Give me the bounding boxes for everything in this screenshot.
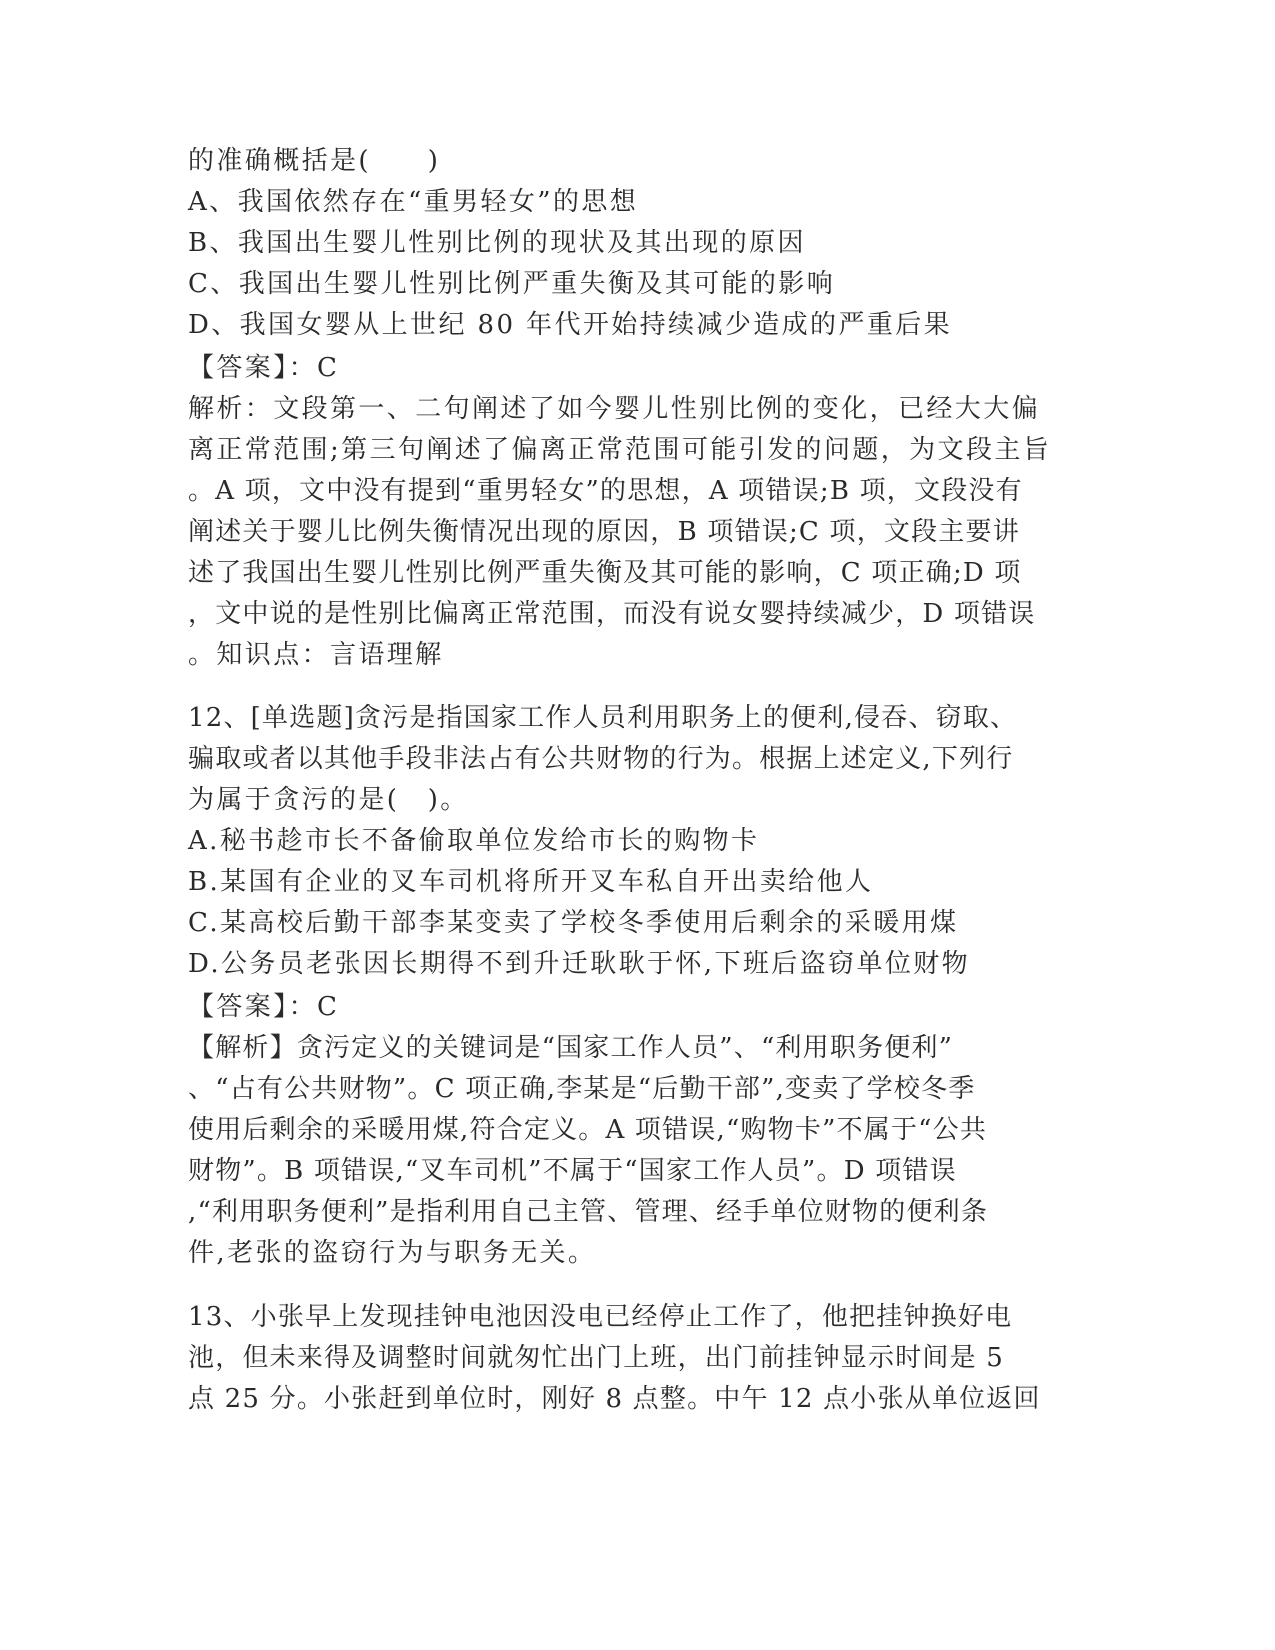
q12-analysis-line: 使用后剩余的采暖用煤,符合定义。A 项错误,“购物卡”不属于“公共 [188, 1115, 988, 1145]
q11-analysis-line: 阐述关于婴儿比例失衡情况出现的原因，B 项错误;C 项，文段主要讲 [188, 517, 1020, 547]
q12-stem-line: 12、[单选题]贪污是指国家工作人员利用职务上的便利,侵吞、窃取、 [188, 703, 1018, 733]
q12-analysis-line: 、“占有公共财物”。C 项正确,李某是“后勤干部”,变卖了学校冬季 [188, 1074, 976, 1104]
q11-option-a: A、我国依然存在“重男轻女”的思想 [188, 187, 639, 217]
q12-option-a: A.秘书趁市长不备偷取单位发给市长的购物卡 [188, 826, 760, 856]
q12-analysis-line: 财物”。B 项错误,“叉车司机”不属于“国家工作人员”。D 项错误 [188, 1156, 957, 1186]
q11-stem-tail: 的准确概括是( ) [188, 146, 441, 176]
q12-option-d: D.公务员老张因长期得不到升迁耿耿于怀,下班后盗窃单位财物 [188, 949, 971, 979]
q11-analysis-line: 解析：文段第一、二句阐述了如今婴儿性别比例的变化，已经大大偏 [188, 394, 1041, 424]
q11-option-c: C、我国出生婴儿性别比例严重失衡及其可能的影响 [188, 269, 836, 299]
q12-option-c: C.某高校后勤干部李某变卖了学校冬季使用后剩余的采暖用煤 [188, 908, 959, 938]
q12-analysis-line: ,“利用职务便利”是指利用自己主管、管理、经手单位财物的便利条 [188, 1197, 989, 1227]
q11-option-d: D、我国女婴从上世纪 80 年代开始持续减少造成的严重后果 [188, 310, 953, 340]
q13-stem-line: 池，但未来得及调整时间就匆忙出门上班，出门前挂钟显示时间是 5 [188, 1343, 1005, 1373]
q12-analysis-line: 【解析】贪污定义的关键词是“国家工作人员”、“利用职务便利” [188, 1033, 954, 1063]
q11-answer: 【答案】：C [188, 353, 340, 383]
q11-analysis-line: ，文中说的是性别比偏离正常范围，而没有说女婴持续减少，D 项错误 [188, 599, 1036, 629]
q12-stem-line: 为属于贪污的是( )。 [188, 785, 469, 815]
q12-analysis-line: 件,老张的盗窃行为与职务无关。 [188, 1238, 597, 1268]
q11-analysis-line: 。A 项，文中没有提到“重男轻女”的思想，A 项错误;B 项，文段没有 [188, 476, 1023, 506]
q12-stem-line: 骗取或者以其他手段非法占有公共财物的行为。根据上述定义,下列行 [188, 744, 1014, 774]
q13-stem-line: 13、小张早上发现挂钟电池因没电已经停止工作了，他把挂钟换好电 [188, 1302, 1013, 1332]
q11-analysis-line: 述了我国出生婴儿性别比例严重失衡及其可能的影响，C 项正确;D 项 [188, 558, 1022, 588]
q11-option-b: B、我国出生婴儿性别比例的现状及其出现的原因 [188, 228, 806, 258]
q13-stem-line: 点 25 分。小张赶到单位时，刚好 8 点整。中午 12 点小张从单位返回 [188, 1384, 1041, 1414]
q12-option-b: B.某国有企业的叉车司机将所开叉车私自开出卖给他人 [188, 867, 874, 897]
q11-analysis-line: 离正常范围;第三句阐述了偏离正常范围可能引发的问题，为文段主旨 [188, 435, 1052, 465]
q11-analysis-line: 。知识点：言语理解 [188, 640, 444, 670]
q12-answer: 【答案】：C [188, 992, 340, 1022]
